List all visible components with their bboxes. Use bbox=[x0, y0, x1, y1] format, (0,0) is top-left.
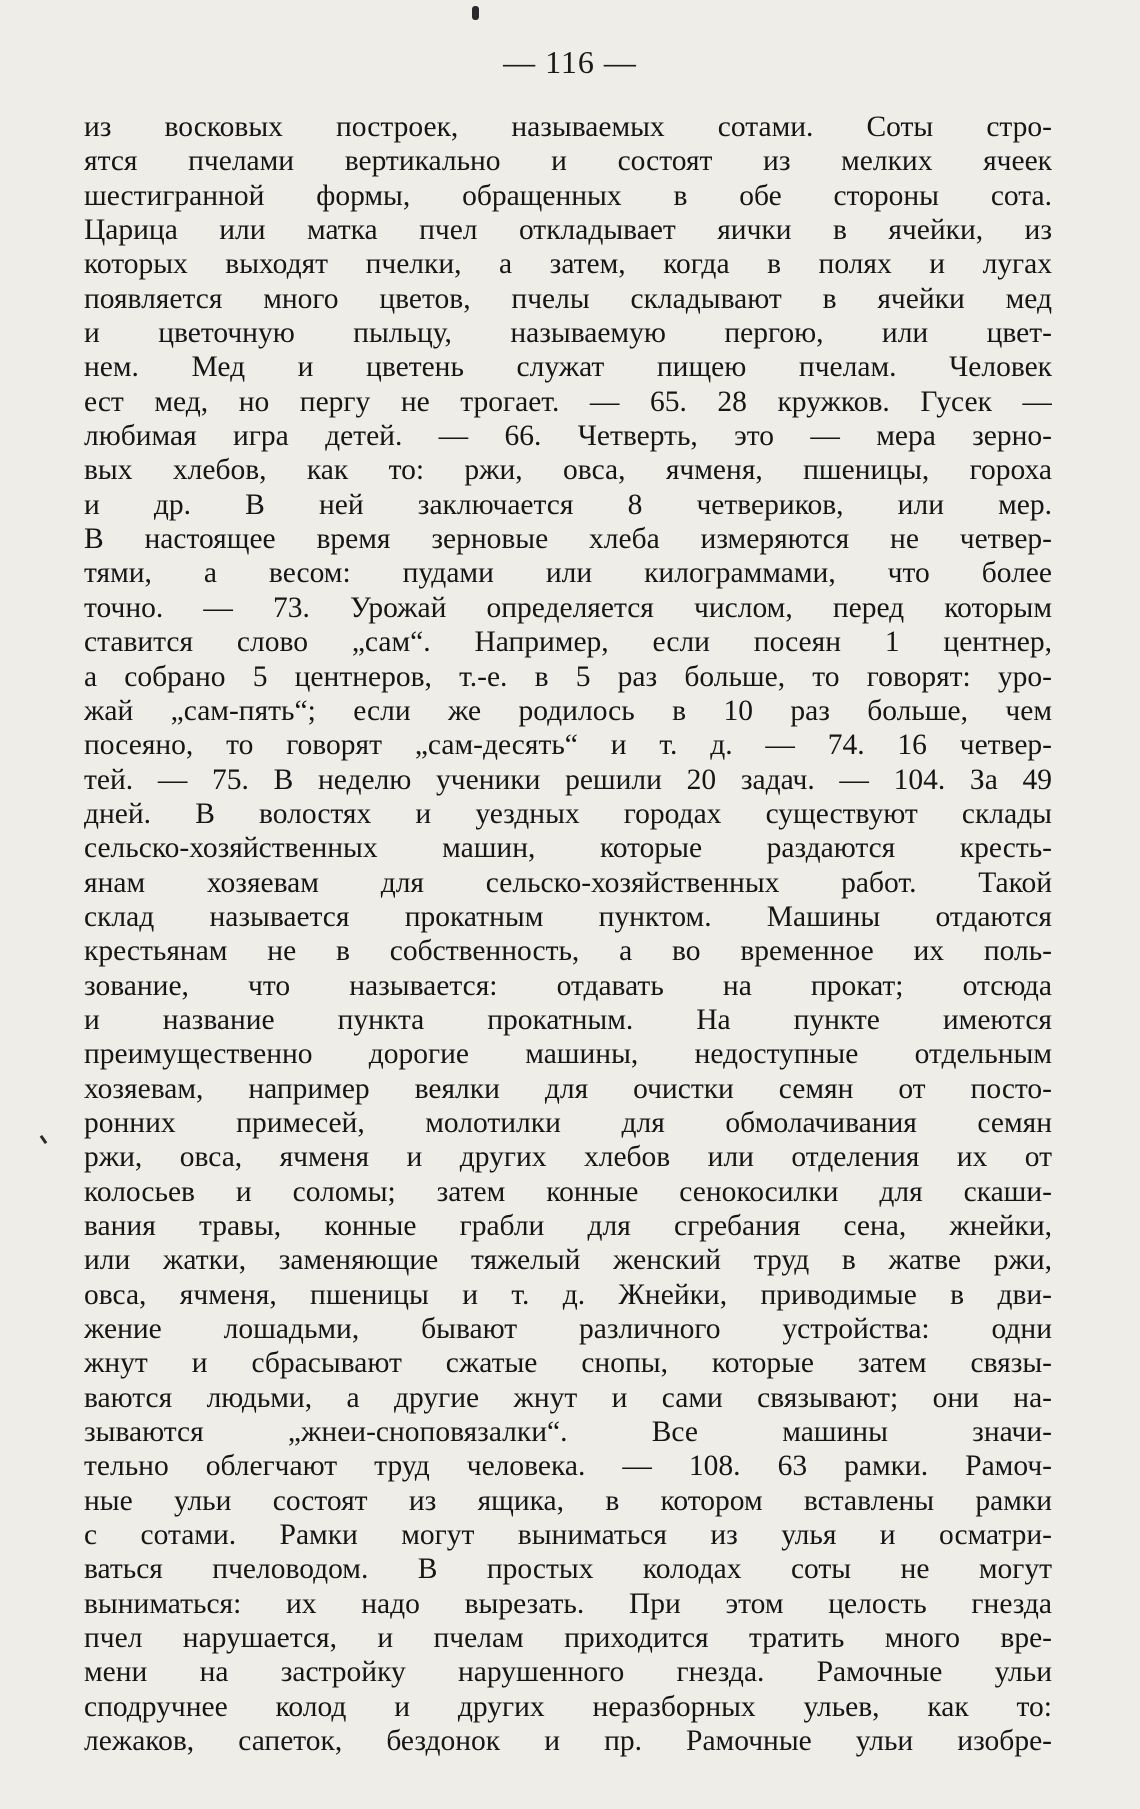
text-line: а собрано 5 центнеров, т.-е. в 5 раз больше, то говорят: уро- bbox=[84, 660, 1052, 693]
text-line: ваться пчеловодом. В простых колодах соты не могут bbox=[84, 1553, 1052, 1586]
text-line: любимая игра детей. — 66. Четверть, это — мера зерно- bbox=[84, 420, 1052, 453]
text-line: сподручнее колод и других неразборных ульев, как то: bbox=[84, 1690, 1052, 1723]
text-line: вания травы, конные грабли для сгребания сена, жнейки, bbox=[84, 1210, 1052, 1242]
text-line: вых хлебов, как то: ржи, овса, ячменя, пшеницы, гороха bbox=[84, 454, 1052, 487]
text-line: преимущественно дорогие машины, недоступные отдельным bbox=[84, 1038, 1052, 1071]
text-line: ест мед, но пергу не трогает. — 65. 28 кружков. Гусек — bbox=[84, 385, 1052, 418]
text-line: шестигранной формы, обращенных в обе стороны сота. bbox=[84, 179, 1052, 212]
text-line: и цветочную пыльцу, называемую пергою, или цвет- bbox=[84, 317, 1052, 350]
text-line: хозяевам, например веялки для очистки семян от посто- bbox=[84, 1072, 1052, 1105]
text-line: Царица или матка пчел откладывает яички в ячейки, из bbox=[84, 214, 1052, 247]
text-line: жнут и сбрасывают сжатые снопы, которые затем связы- bbox=[84, 1347, 1052, 1380]
text-line: зование, что называется: отдавать на прокат; отсюда bbox=[84, 969, 1052, 1002]
text-line: ятся пчелами вертикально и состоят из мелких ячеек bbox=[84, 145, 1052, 178]
text-line: сельско-хозяйственных машин, которые раздаются кресть- bbox=[84, 832, 1052, 865]
text-line: ронних примесей, молотилки для обмолачивания семян bbox=[84, 1106, 1052, 1139]
text-line: крестьянам не в собственность, а во временное их поль- bbox=[84, 935, 1052, 968]
text-line: или жатки, заменяющие тяжелый женский труд в жатве ржи, bbox=[84, 1244, 1052, 1277]
print-speck bbox=[40, 1135, 48, 1144]
text-line: мени на застройку нарушенного гнезда. Рамочные ульи bbox=[84, 1656, 1052, 1689]
text-line: склад называется прокатным пунктом. Машины отдаются bbox=[84, 900, 1052, 933]
text-line: ные ульи состоят из ящика, в котором вставлены рамки bbox=[84, 1484, 1052, 1517]
body-text bbox=[84, 110, 1052, 1759]
text-line: точно. — 73. Урожай определяется числом, перед которым bbox=[84, 591, 1052, 624]
text-line: овса, ячменя, пшеницы и т. д. Жнейки, приводимые в дви- bbox=[84, 1278, 1052, 1311]
text-line: ваются людьми, а другие жнут и сами связывают; они на- bbox=[84, 1381, 1052, 1414]
text-line: из восковых построек, называемых сотами. Соты стро- bbox=[84, 111, 1052, 143]
text-line: зываются „жнеи-сноповязалки“. Все машины значи- bbox=[84, 1416, 1052, 1449]
text-line: тями, а весом: пудами или килограммами, что более bbox=[84, 557, 1052, 590]
text-line: пчел нарушается, и пчелам приходится тратить много вре- bbox=[84, 1622, 1052, 1655]
text-line: лежаков, сапеток, бездонок и пр. Рамочные ульи изобре- bbox=[84, 1725, 1052, 1758]
text-line: и название пункта прокатным. На пункте имеются bbox=[84, 1003, 1052, 1036]
text-line: нем. Мед и цветень служат пищею пчелам. Человек bbox=[84, 351, 1052, 384]
text-line: ставится слово „сам“. Например, если посеян 1 центнер, bbox=[84, 626, 1052, 659]
text-line: посеяно, то говорят „сам-десять“ и т. д. — 74. 16 четвер- bbox=[84, 729, 1052, 762]
page-number: — 116 — bbox=[503, 44, 637, 80]
text-line: тельно облегчают труд человека. — 108. 63 рамки. Рамоч- bbox=[84, 1450, 1052, 1483]
text-line: и др. В ней заключается 8 четвериков, или мер. bbox=[84, 488, 1052, 521]
text-line: В настоящее время зерновые хлеба измеряются не четвер- bbox=[84, 523, 1052, 556]
text-line: с сотами. Рамки могут выниматься из улья и осматри- bbox=[84, 1519, 1052, 1552]
text-line: жай „сам-пять“; если же родилось в 10 раз больше, чем bbox=[84, 694, 1052, 727]
text-line: тей. — 75. В неделю ученики решили 20 задач. — 104. За 49 bbox=[84, 763, 1052, 796]
print-speck bbox=[472, 6, 479, 20]
text-line: которых выходят пчелки, а затем, когда в полях и лугах bbox=[84, 248, 1052, 281]
text-line: дней. В волостях и уездных городах существуют склады bbox=[84, 797, 1052, 830]
text-line: ржи, овса, ячменя и других хлебов или отделения их от bbox=[84, 1141, 1052, 1174]
text-line: выниматься: их надо вырезать. При этом целость гнезда bbox=[84, 1587, 1052, 1620]
text-line: колосьев и соломы; затем конные сенокосилки для скаши- bbox=[84, 1175, 1052, 1208]
text-line: появляется много цветов, пчелы складывают в ячейки мед bbox=[84, 282, 1052, 315]
text-line: янам хозяевам для сельско-хозяйственных работ. Такой bbox=[84, 866, 1052, 899]
text-line: жение лошадьми, бывают различного устройства: одни bbox=[84, 1313, 1052, 1346]
